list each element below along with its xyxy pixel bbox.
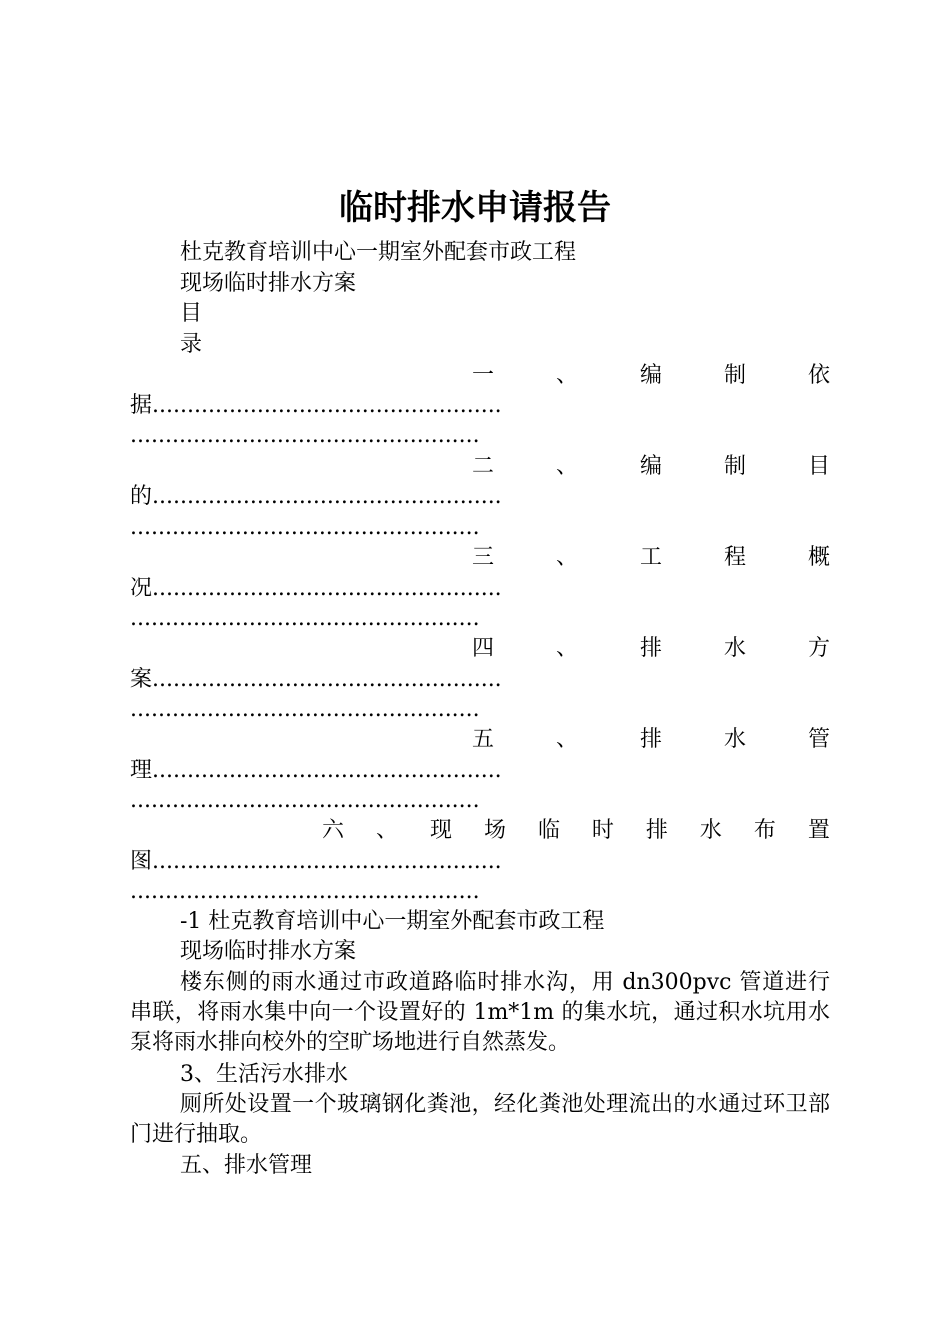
toc-char: 时 <box>591 818 614 843</box>
toc-entry-5-heading <box>472 725 830 755</box>
toc-tail: 图 <box>130 849 153 874</box>
toc-char: 编 <box>639 454 662 479</box>
toc-entry-6-heading <box>322 816 830 846</box>
toc-char: 、 <box>555 636 578 661</box>
body-subtitle: 现场临时排水方案 <box>180 939 357 964</box>
toc-entry-4-leader: 案.................................................. <box>130 667 502 692</box>
toc-char: 场 <box>483 818 506 843</box>
toc-char: 、 <box>555 363 578 388</box>
toc-char: 排 <box>639 727 662 752</box>
document-title: 临时排水申请报告 <box>339 188 611 228</box>
toc-char: 水 <box>723 636 746 661</box>
plan-name: 现场临时排水方案 <box>180 271 357 296</box>
toc-tail: 据 <box>130 393 153 418</box>
toc-char: 、 <box>555 454 578 479</box>
section-sewage-heading: 3、生活污水排水 <box>180 1062 348 1087</box>
toc-entry-6-leader: 图.................................................. <box>130 849 502 874</box>
toc-entry-1-heading <box>472 361 830 391</box>
toc-char: 现 <box>429 818 452 843</box>
toc-char: 排 <box>645 818 668 843</box>
toc-entry-2-leader: 的.................................................. <box>130 484 502 509</box>
toc-entry-5-leader: 理.................................................. <box>130 758 502 783</box>
toc-char: 排 <box>639 636 662 661</box>
toc-leader-cont: .................................................. <box>130 423 480 448</box>
toc-char: 制 <box>723 363 746 388</box>
toc-char: 水 <box>723 727 746 752</box>
toc-char: 编 <box>639 363 662 388</box>
toc-tail: 的 <box>130 484 153 509</box>
toc-char: 依 <box>807 363 830 388</box>
section-management-heading: 五、排水管理 <box>180 1153 313 1178</box>
toc-leader-cont: .................................................. <box>130 515 480 540</box>
toc-char: 、 <box>375 818 398 843</box>
toc-tail: 理 <box>130 758 153 783</box>
toc-leader-cont: .................................................. <box>130 697 480 722</box>
toc-entry-4-heading <box>472 634 830 664</box>
toc-char: 、 <box>555 545 578 570</box>
toc-leader-cont: .................................................. <box>130 788 480 813</box>
page-marker-line: -1 杜克教育培训中心一期室外配套市政工程 <box>180 909 605 934</box>
toc-label-lu: 录 <box>180 332 203 357</box>
toc-char: 程 <box>723 545 746 570</box>
toc-char: 布 <box>753 818 776 843</box>
toc-entry-2-heading <box>472 452 830 482</box>
toc-char: 置 <box>807 818 830 843</box>
toc-char: 五 <box>472 727 495 752</box>
toc-char: 三 <box>472 545 495 570</box>
paragraph-rainwater: 楼东侧的雨水通过市政道路临时排水沟，用 dn300pvc 管道进行串联，将雨水集中向一个设置好的 1m*1m 的集水坑，通过积水坑用水泵将雨水排向校外的空旷场地进行自然蒸发。 <box>130 970 830 1055</box>
toc-char: 二 <box>472 454 495 479</box>
toc-label-mu: 目 <box>180 301 203 326</box>
paragraph-sewage: 厕所处设置一个玻璃钢化粪池，经化粪池处理流出的水通过环卫部门进行抽取。 <box>130 1092 830 1147</box>
toc-char: 概 <box>807 545 830 570</box>
toc-char: 目 <box>807 454 830 479</box>
toc-tail: 案 <box>130 667 153 692</box>
toc-leader-cont: .................................................. <box>130 606 480 631</box>
toc-char: 工 <box>639 545 662 570</box>
toc-tail: 况 <box>130 576 153 601</box>
toc-entry-3-leader: 况.................................................. <box>130 576 502 601</box>
toc-char: 六 <box>322 818 345 843</box>
toc-char: 制 <box>723 454 746 479</box>
toc-char: 一 <box>472 363 495 388</box>
toc-char: 管 <box>807 727 830 752</box>
project-name: 杜克教育培训中心一期室外配套市政工程 <box>180 240 577 265</box>
toc-leader-cont: .................................................. <box>130 879 480 904</box>
toc-entry-1-leader: 据.................................................. <box>130 393 502 418</box>
toc-entry-3-heading <box>472 543 830 573</box>
toc-char: 四 <box>472 636 495 661</box>
toc-char: 水 <box>699 818 722 843</box>
toc-char: 方 <box>807 636 830 661</box>
toc-char: 临 <box>537 818 560 843</box>
toc-char: 、 <box>555 727 578 752</box>
